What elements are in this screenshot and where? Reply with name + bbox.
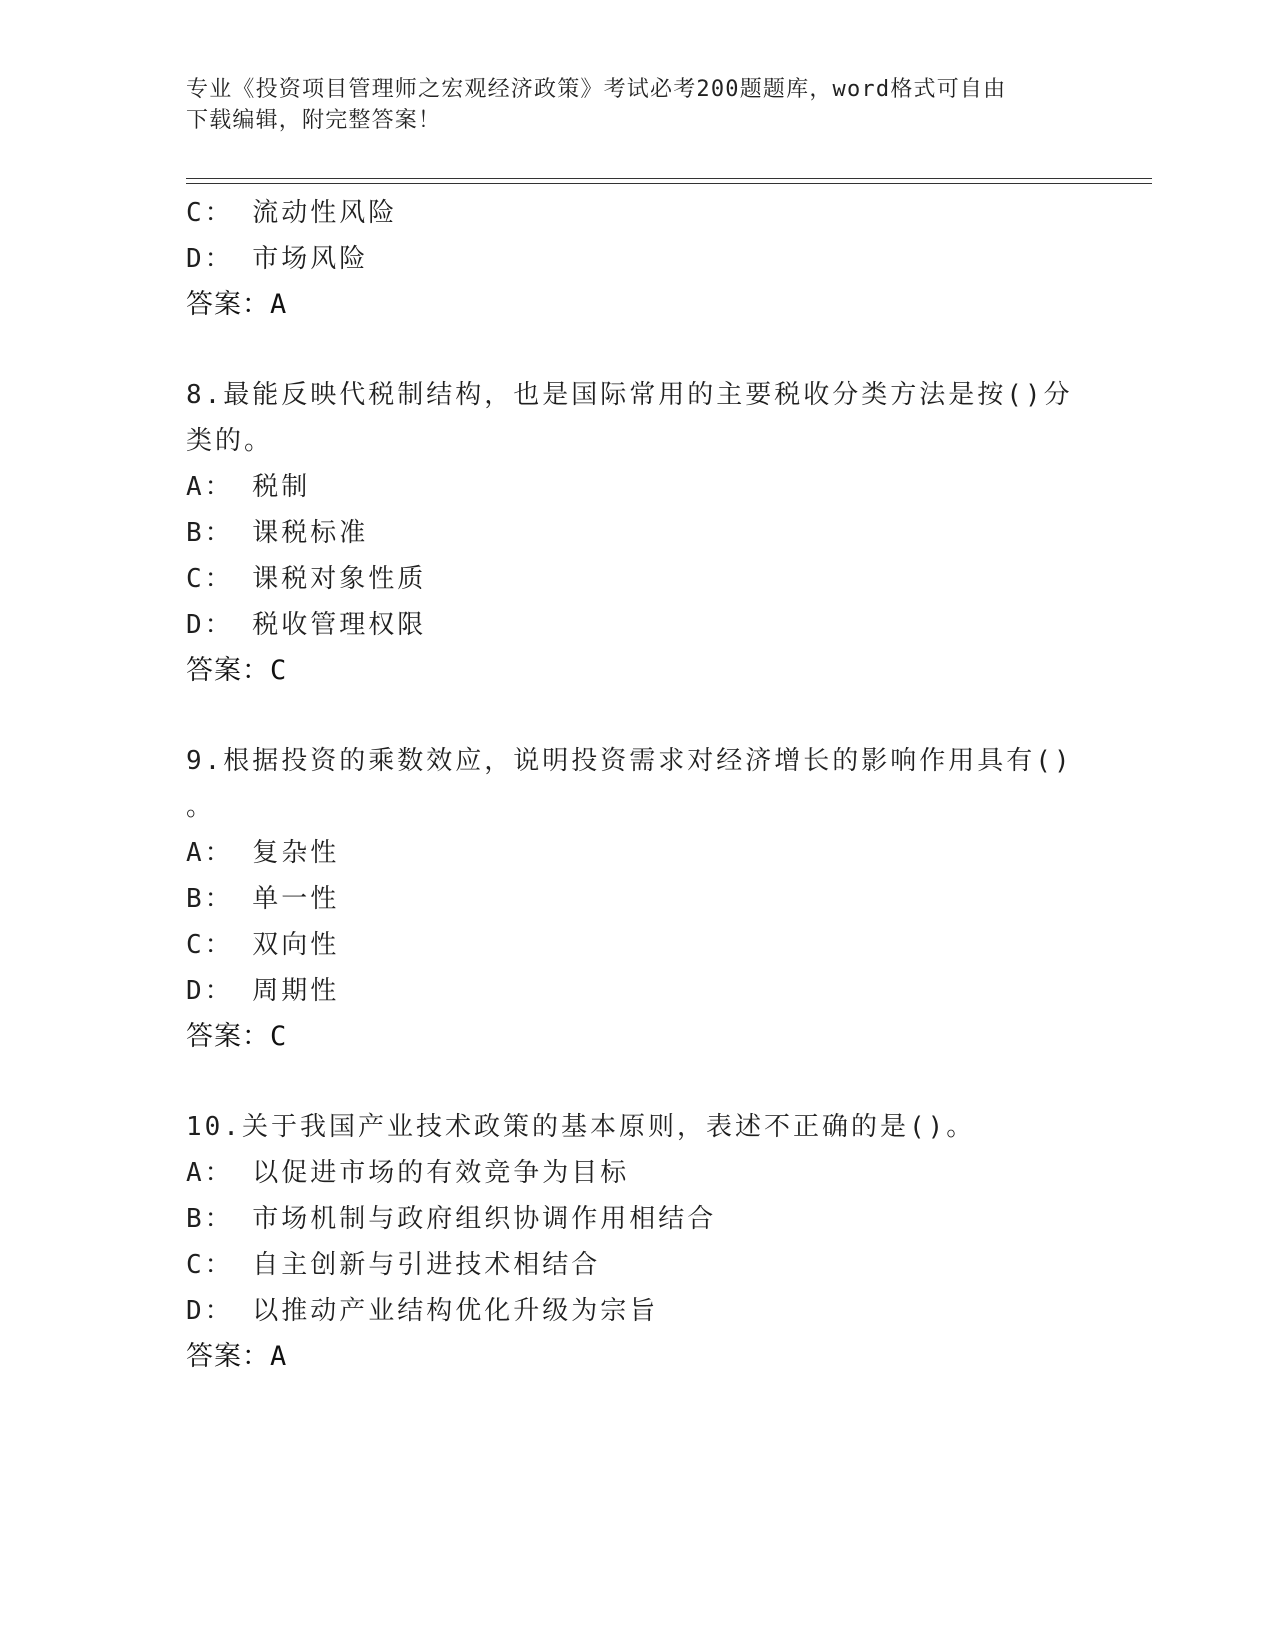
header-rule-top [186, 178, 1152, 179]
spacer [186, 694, 1086, 738]
q9-option-d: D： 周期性 [186, 976, 340, 1006]
header-line-2: 下载编辑，附完整答案！ [186, 108, 442, 133]
question-content [186, 190, 1086, 1380]
question-10 [186, 1104, 1086, 1380]
q9-option-c: C： 双向性 [186, 930, 340, 960]
q9-stem-line-2: 。 [186, 792, 216, 822]
q9-option-b: B： 单一性 [186, 884, 340, 914]
spacer [186, 328, 1086, 372]
q8-stem-line-2: 类的。 [186, 426, 274, 456]
q10-stem-line-1: 10.关于我国产业技术政策的基本原则，表述不正确的是()。 [186, 1112, 976, 1142]
q10-option-b: B： 市场机制与政府组织协调作用相结合 [186, 1204, 717, 1234]
q10-option-a: A： 以促进市场的有效竞争为目标 [186, 1158, 630, 1188]
question-8 [186, 372, 1086, 694]
q8-option-b: B： 课税标准 [186, 518, 369, 548]
q8-stem-line-1: 8.最能反映代税制结构，也是国际常用的主要税收分类方法是按()分 [186, 380, 1073, 410]
q9-option-a: A： 复杂性 [186, 838, 340, 868]
q7-option-c: C： 流动性风险 [186, 198, 398, 228]
q7-answer: 答案：A [186, 289, 288, 320]
q9-stem-line-1: 9.根据投资的乘数效应，说明投资需求对经济增长的影响作用具有() [186, 746, 1073, 776]
question-9 [186, 738, 1086, 1060]
q8-option-a: A： 税制 [186, 472, 311, 502]
header-line-1: 专业《投资项目管理师之宏观经济政策》考试必考200题题库，word格式可自由 [186, 77, 1007, 102]
q7-option-d: D： 市场风险 [186, 244, 369, 274]
q8-option-c: C： 课税对象性质 [186, 564, 427, 594]
q8-option-d: D： 税收管理权限 [186, 610, 427, 640]
q8-answer: 答案：C [186, 655, 288, 686]
spacer [186, 1060, 1086, 1104]
question-7-partial [186, 190, 1086, 328]
page-header [186, 74, 1066, 136]
q9-answer: 答案：C [186, 1021, 288, 1052]
header-rule-bottom [186, 183, 1152, 184]
q10-option-d: D： 以推动产业结构优化升级为宗旨 [186, 1296, 659, 1326]
q10-answer: 答案：A [186, 1341, 288, 1372]
q10-option-c: C： 自主创新与引进技术相结合 [186, 1250, 601, 1280]
